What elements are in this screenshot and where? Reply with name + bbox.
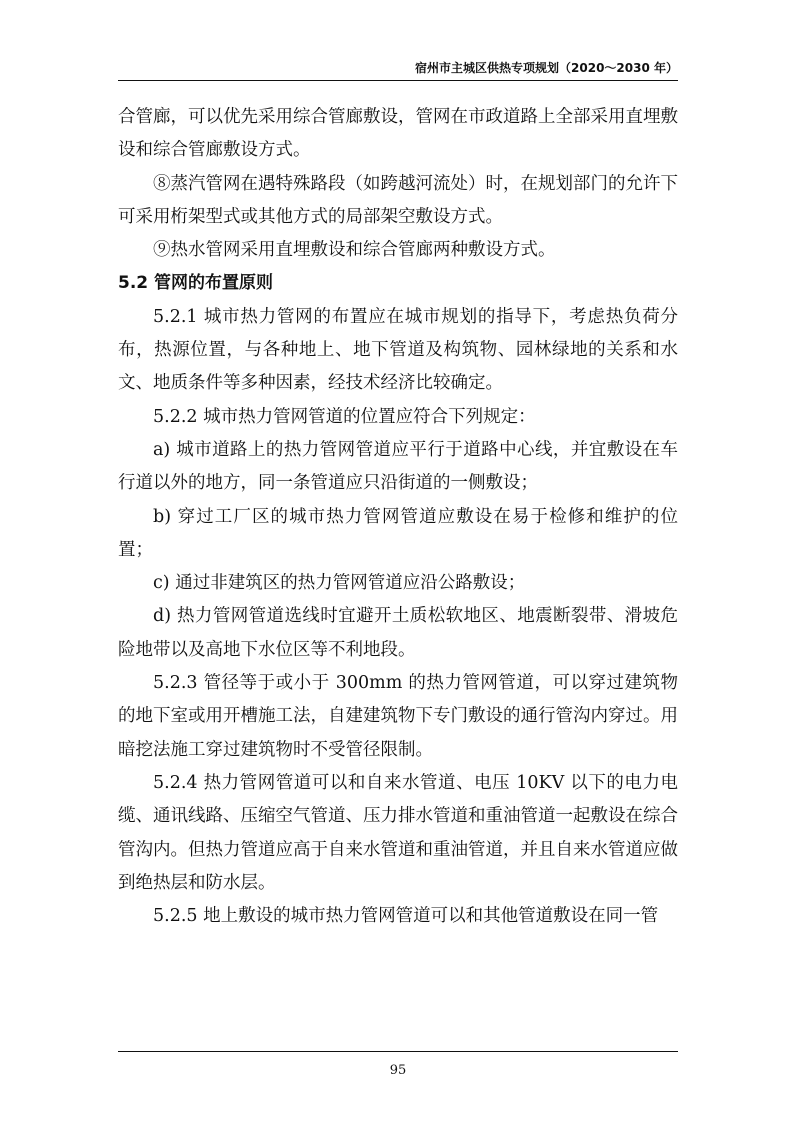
clause-5-2-3: 5.2.3 管径等于或小于 300mm 的热力管网管道，可以穿过建筑物的地下室或用开槽施工法，自建建筑物下专门敷设的通行管沟内穿过。用暗挖法施工穿过建筑物时不受管径限制。 [118,673,678,760]
page-number: 95 [389,1063,407,1078]
paragraph-item-9: ⑨热水管网采用直埋敷设和综合管廊两种敷设方式。 [153,240,556,261]
document-body [118,101,678,991]
list-item-c: c) 通过非建筑区的热力管网管道应沿公路敷设； [153,573,526,594]
clause-5-2-5: 5.2.5 地上敷设的城市热力管网管道可以和其他管道敷设在同一管 [153,906,659,927]
footer-divider [118,1051,678,1052]
running-header: 宿州市主城区供热专项规划（2020～2030 年） [415,61,678,75]
list-item-a: a) 城市道路上的热力管网管道应平行于道路中心线，并宜敷设在车行道以外的地方，同一条管道应只沿街道的一侧敷设； [118,439,678,494]
clause-5-2-4: 5.2.4 热力管网管道可以和自来水管道、电压 10KV 以下的电力电缆、通讯线路、压缩空气管道、压力排水管道和重油管道一起敷设在综合管沟内。但热力管道应高于自来水管道和重油管道，并且自来水管道应做到绝热层和防水层。 [118,772,678,893]
clause-5-2-1: 5.2.1 城市热力管网的布置应在城市规划的指导下，考虑热负荷分布，热源位置，与各种地上、地下管道及构筑物、园林绿地的关系和水文、地质条件等多种因素，经技术经济比较确定。 [118,306,678,394]
list-item-d: d) 热力管网管道选线时宜避开土质松软地区、地震断裂带、滑坡危险地带以及高地下水位区等不利地段。 [118,606,678,660]
header-divider [118,80,678,81]
paragraph-continuation: 合管廊，可以优先采用综合管廊敷设，管网在市政道路上全部采用直埋敷设和综合管廊敷设方式。 [118,107,678,161]
section-heading-5-2: 5.2 管网的布置原则 [118,273,274,294]
clause-5-2-2: 5.2.2 城市热力管网管道的位置应符合下列规定： [153,406,536,427]
list-item-b: b) 穿过工厂区的城市热力管网管道应敷设在易于检修和维护的位置； [118,506,678,560]
paragraph-item-8: ⑧蒸汽管网在遇特殊路段（如跨越河流处）时，在规划部门的允许下可采用桁架型式或其他方式的局部架空敷设方式。 [118,173,678,227]
